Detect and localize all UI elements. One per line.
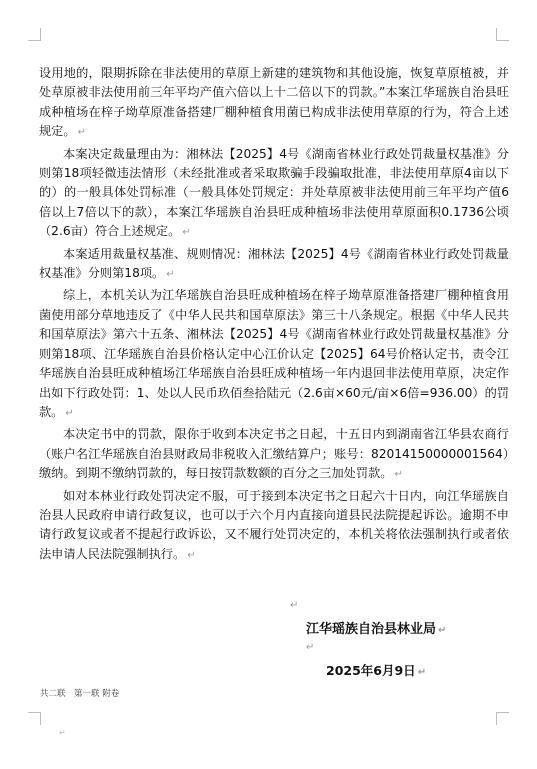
paragraph-mark-icon: ↵: [182, 227, 191, 239]
paragraph-penalty-basis: 设用地的，限期拆除在非法使用的草原上新建的建筑物和其他设施，恢复草原植被，并处草原被非法使用前三年平均产值六倍以上十二倍以下的罚款。”本案江华瑶族自治县旺成种植场在梓子坳草原准备搭建厂棚种植食用菌已构成非法使用草原的行为，符合上述规定。 ↵: [39, 66, 509, 139]
paragraph-mark-icon: ↵: [187, 549, 196, 561]
paragraph-discretion-reason: 本案决定裁量理由为：湘林法【2025】4号《湖南省林业行政处罚裁量权基准》分则第18项轻微违法情形（未经批准或者采取欺骗手段骗取批准，非法使用草原4亩以下的）的一般具体处罚标准（一般具体处罚规定：并处草原被非法使用前三年平均产值6倍以上7倍以下的款），本案江华瑶族自治县旺成种植场非法使用草原面积0.1736公顷（2.6亩）符合上述规定。 ↵: [39, 146, 509, 239]
paragraph-discretion-standard: 本案适用裁量权基准、规则情况：湘林法【2025】4号《湖南省林业行政处罚裁量权基准》分则第18项。 ↵: [39, 246, 509, 281]
crop-mark-top-right: [496, 28, 509, 41]
paragraph-payment: 本决定书中的罚款，限你于收到本决定书之日起，十五日内到湖南省江华县农商行（账户名江华瑶族自治县财政局非税收入汇缴结算户；账号：82014150000001564）缴纳。到期不缴纳罚款的，每日按罚款数额的百分之三加处罚款。 ↵: [39, 427, 509, 481]
footer-copy-note: 共二联 第一联 附卷: [40, 689, 120, 699]
paragraph-mark-icon: ↵: [65, 407, 74, 419]
crop-mark-bottom-right: [496, 712, 509, 725]
paragraph-mark-icon: ↵: [59, 728, 66, 737]
document-date: 2025年6月9日 ↵: [326, 663, 427, 678]
paragraph-appeal: 如对本林业行政处罚决定不服，可于接到本决定书之日起六十日内，向江华瑶族自治县人民政府申请行政复议，也可以于六个月内直接向道县民法院提起诉讼。逾期不申请行政复议或者不提起行政诉讼，又不履行处罚决定的，本机关将依法强制执行或者依法申请人民法院强制执行。 ↵: [39, 488, 509, 561]
paragraph-mark-icon: ↵: [166, 269, 175, 281]
paragraph-mark-icon: ↵: [290, 600, 299, 611]
paragraph-mark-icon: ↵: [306, 642, 315, 653]
crop-mark-bottom-left: [28, 712, 41, 725]
crop-mark-top-left: [28, 28, 41, 41]
paragraph-mark-icon: ↵: [77, 127, 86, 139]
issuing-authority: 江华瑶族自治县林业局 ↵: [306, 622, 447, 637]
document-body: [39, 64, 509, 567]
paragraph-decision: 综上，本机关认为江华瑶族自治县旺成种植场在梓子坳草原准备搭建厂棚种植食用菌使用部分草地违反了《中华人民共和国草原法》第三十八条规定。根据《中华人民共和国草原法》第六十五条、湘林法【2025】4号《湖南省林业行政处罚裁量权基准》分则第18项、江华瑶族自治县价格认定中心江价认定【2025】64号价格认定书，责令江华瑶族自治县旺成种植场江华瑶族自治县旺成种植场一年内退回非法使用草原，决定作出如下行政处罚：1、处以人民币玖佰叁拾陆元（2.6亩×60元/亩×6倍=936.00）的罚款。 ↵: [39, 288, 509, 419]
paragraph-mark-icon: ↵: [394, 469, 403, 481]
